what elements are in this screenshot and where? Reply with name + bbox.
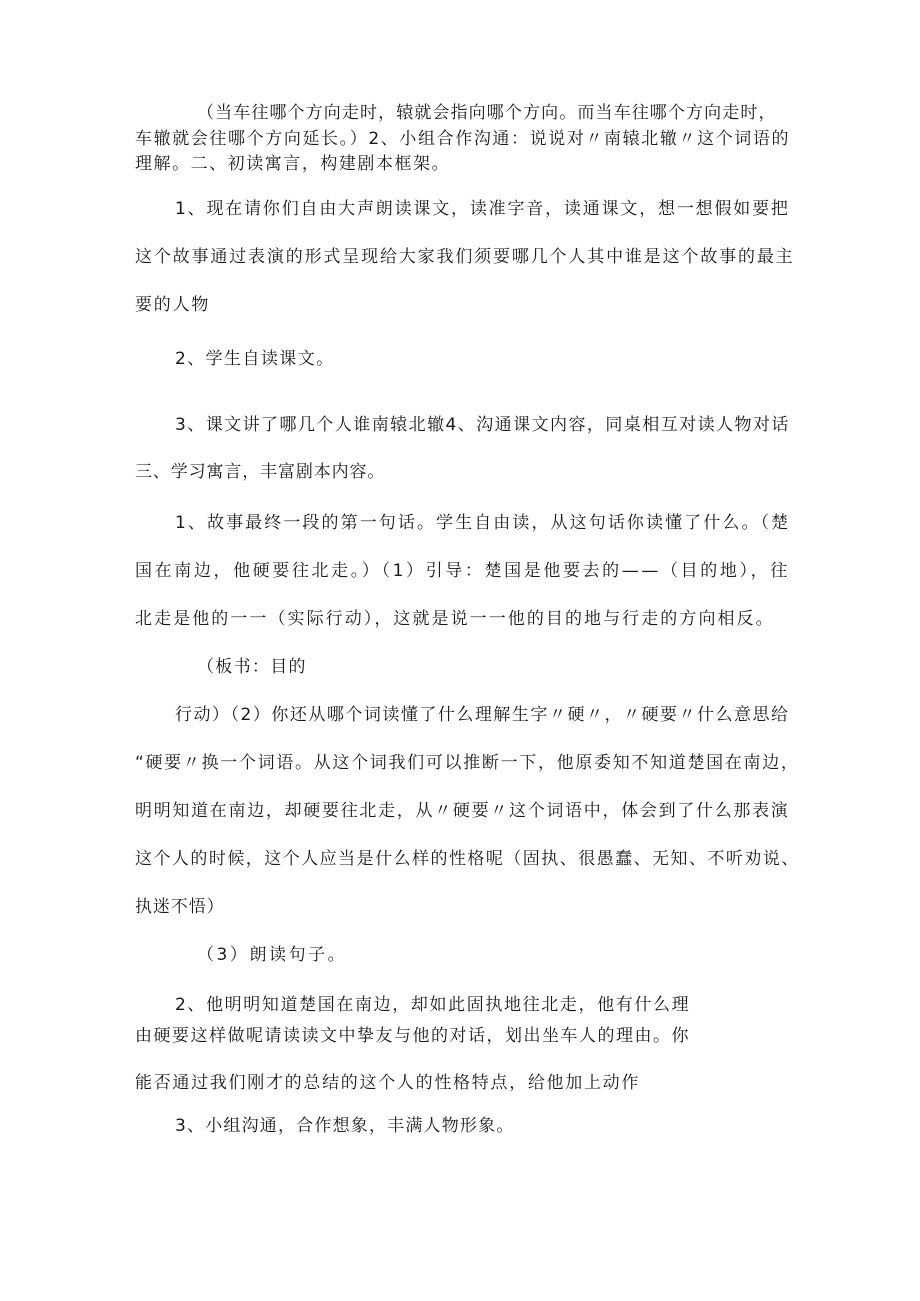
text-line: 国在南边，他硬要往北走。）（1）引导：楚国是他要去的——（目的地），往 — [135, 561, 790, 581]
text-line: 要的人物 — [135, 295, 211, 315]
text-line: 2、他明明知道楚国在南边，却如此固执地往北走，他有什么理 — [175, 995, 691, 1015]
text-line: 三、学习寓言，丰富剧本内容。 — [135, 462, 386, 482]
text-line: （当车往哪个方向走时，辕就会指向哪个方向。而当车往哪个方向走时， — [197, 103, 777, 123]
text-line: 3、小组沟通，合作想象，丰满人物形象。 — [175, 1116, 515, 1136]
text-line: （3）朗读句子。 — [197, 945, 348, 965]
text-line: 1、现在请你们自由大声朗读课文，读准字音，读通课文，想一想假如要把 — [175, 199, 790, 219]
text-line: 车辙就会往哪个方向延长。）2、小组合作沟通：说说对〃南辕北辙〃这个词语的 — [135, 129, 791, 149]
text-line: （板书：目的 — [197, 657, 307, 677]
text-line: 北走是他的一一（实际行动），这就是说一一他的目的地与行走的方向相反。 — [135, 609, 775, 629]
text-line: 1、故事最终一段的第一句话。学生自由读，从这句话你读懂了什么。（楚 — [175, 513, 791, 533]
text-line: 理解。二、初读寓言，构建剧本框架。 — [135, 154, 451, 174]
text-line: 行动）（2）你还从哪个词读懂了什么理解生字〃硬〃，〃硬要〃什么意思给 — [175, 705, 790, 725]
text-line: 能否通过我们刚才的总结的这个人的性格特点，给他加上动作 — [135, 1073, 641, 1093]
text-line: 2、学生自读课文。 — [175, 349, 335, 369]
text-line: 3、课文讲了哪几个人谁南辕北辙4、沟通课文内容，同桌相互对读人物对话 — [175, 415, 790, 435]
text-line: 这个人的时候，这个人应当是什么样的性格呢（固执、很愚蠢、无知、不听劝说、 — [135, 849, 800, 869]
text-line: 执迷不悟） — [135, 897, 225, 917]
text-line: 这个故事通过表演的形式呈现给大家我们须要哪几个人其中谁是这个故事的最主 — [135, 247, 795, 267]
text-line: “硬要〃换一个词语。从这个词我们可以推断一下，他原委知不知道楚国在南边， — [135, 753, 800, 773]
text-line: 由硬要这样做呢请读读文中挚友与他的对话，划出坐车人的理由。你 — [135, 1026, 690, 1046]
text-line: 明明知道在南边，却硬要往北走，从〃硬要〃这个词语中，体会到了什么那表演 — [135, 801, 790, 821]
